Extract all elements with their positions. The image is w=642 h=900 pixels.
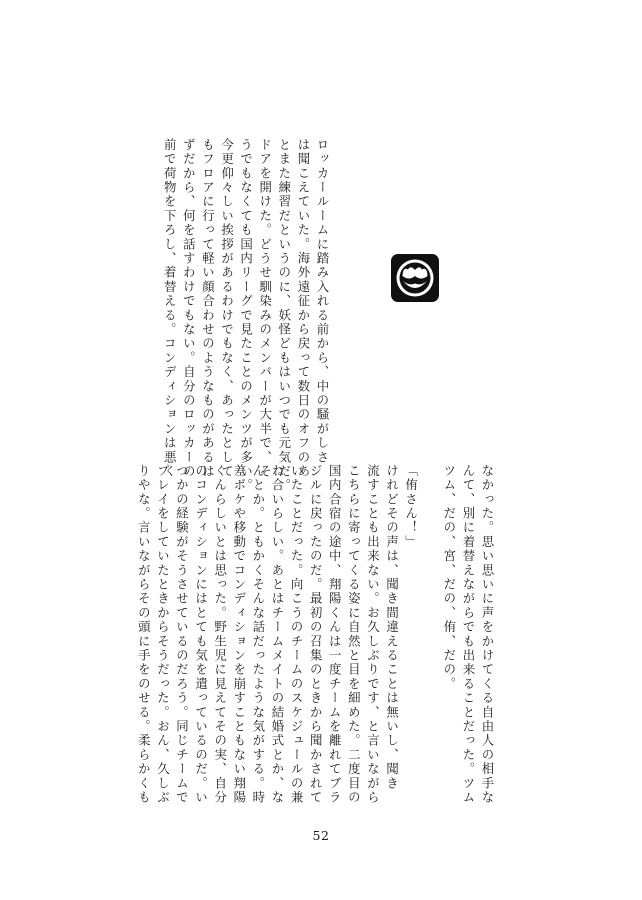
text-line: 国内合宿の途中、翔陽くんは一度チームを離れてブラ: [327, 464, 343, 805]
text-line: んとか。ともかくそんな話だったような気がする。時: [250, 464, 266, 805]
text-line: は聞こえていた。海外遠征から戻って数日のオフのあ: [295, 138, 311, 479]
text-line: ツム、だの、宮、だの、侑、だの。: [441, 464, 457, 692]
text-line: なかった。思い思いに声をかけてくる自由人の相手な: [480, 464, 495, 805]
text-line: 前で荷物を下ろし、着替える。コンディションは悪く: [162, 138, 178, 479]
page-number: 52: [312, 828, 330, 843]
text-line: 差ボケや移動でコンディションを崩すこともない翔陽: [231, 464, 247, 805]
text-line: ロッカールームに踏み入れる前から、中の騒がしさ: [315, 138, 330, 465]
text-line: けれどその声は、聞き間違えることは無いし、聞き: [384, 464, 400, 791]
text-line: プレイをしていたときからそうだった。おん、久しぶ: [155, 464, 171, 805]
text-line: ね合いらしい。あとはチームメイトの結婚式とか、な: [269, 464, 285, 805]
text-line: こちらに寄ってくる姿に自然と目を細めた。二度目の: [346, 464, 362, 805]
text-line: 流すことも出来ない。お久しぶりです、と言いながら: [365, 464, 381, 805]
text-line: ジルに戻ったのだ。最初の召集のときから聞かされて: [308, 464, 324, 805]
upper-text-block: [146, 138, 332, 493]
text-line: もフロアに行って軽い顔合わせのようなものがあるは: [200, 138, 216, 479]
emblem-icon: [391, 254, 439, 302]
text-line: りやな。言いながらその頭に手をのせる。柔らかくも: [136, 464, 152, 805]
text-line: とまた練習だというのに、妖怪どもはいつでも元気だ。: [276, 138, 292, 493]
text-line: いたことだった。向こうのチームのスケジュールの兼: [289, 464, 305, 805]
text-line: んて、別に着替えながらでも出来ることだった。ツム: [460, 464, 476, 805]
blank-line: [421, 464, 440, 754]
text-line: つかの経験がそうさせているのだろう。同じチームで: [174, 464, 190, 805]
text-line: 今更仰々しい挨拶があるわけでもなく、あったとして: [219, 138, 235, 479]
text-line: ドアを開けた。どうせ馴染みのメンバーが大半で、そ: [257, 138, 273, 479]
text-line: のコンディションにはとても気を遣っているのだ。い: [193, 464, 209, 805]
text-line: ずだから、何を話すわけでもない。自分のロッカーの: [181, 138, 197, 479]
text-line: くんらしいとは思った。野生児に見えてその実、自分: [212, 464, 228, 805]
lower-text-block: [125, 464, 497, 805]
dialogue-line: 「侑さん！」: [403, 464, 419, 550]
circular-emblem-logo: [391, 254, 439, 302]
text-line: うでもなくても国内リーグで見たことのメンツが多い。: [238, 138, 254, 493]
